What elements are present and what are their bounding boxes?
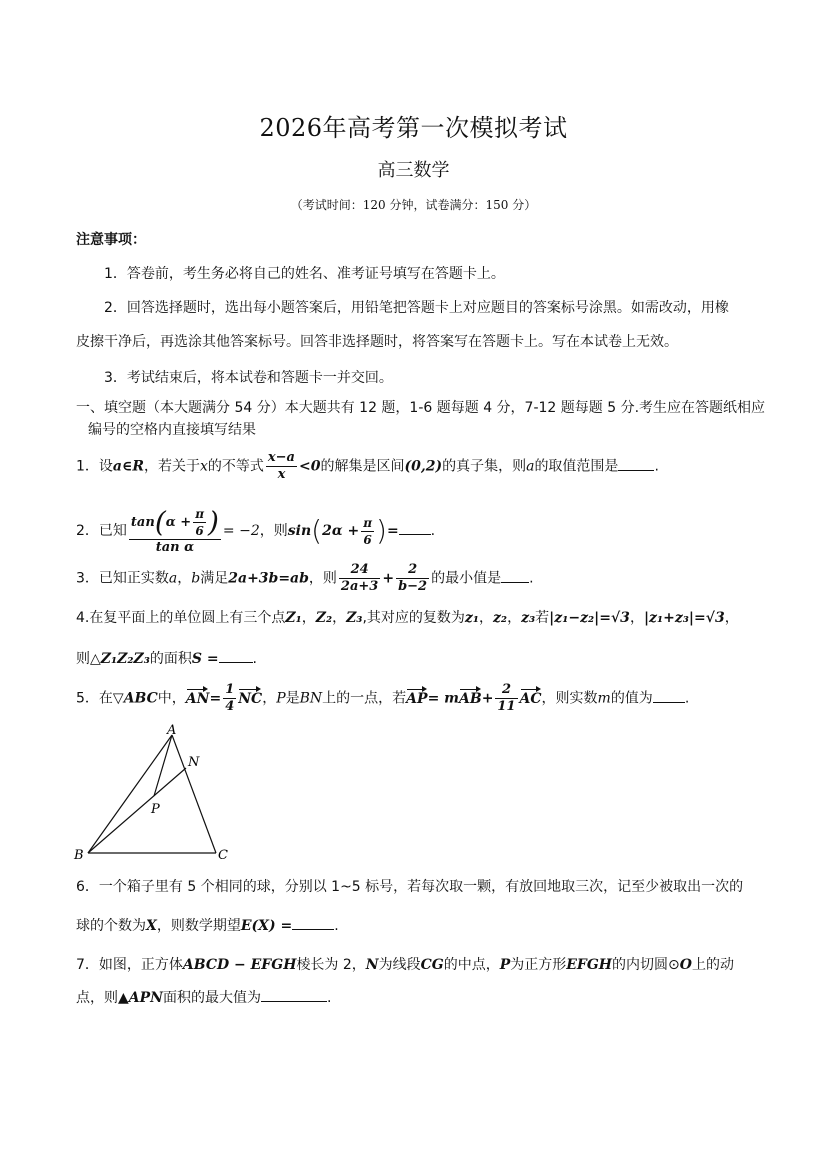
answer-blank[interactable] [219,648,253,663]
q3-text: 3．已知正实数 [76,570,169,587]
q5-fraction-2 [495,682,517,715]
q7-math: O [679,957,692,973]
q6-math: E(X) = [240,918,293,934]
q2-math: = −2 [222,523,260,539]
q4-math: △Z₁Z₂Z₃ [90,651,150,667]
q2-six: 6 [363,532,372,547]
circle-dot-icon: ⊙ [668,957,680,973]
q7-text: 点，则 [76,990,118,1006]
q2-fraction-den: tan α [155,540,195,555]
question-6-line-1: 6．一个箱子里有 5 个相同的球，分别以 1~5 标号，若每次取一颗，有放回地取三次，记至少被取出一次的 [76,879,744,895]
point-label-p: P [151,802,160,817]
side-ab [88,735,172,853]
q4-math: |z₁−z₂|=√3 [549,610,630,626]
q3-math: + [382,570,395,587]
q5-math: + [481,690,494,707]
question-6-line-2 [76,915,756,936]
q5-math: P [276,690,286,707]
q7-text: 的中点， [443,957,500,973]
q4-math: Z₃ [346,610,363,626]
q3-fraction-1 [339,562,380,595]
q2-math: = [386,523,399,539]
answer-blank[interactable] [653,688,685,703]
q2-math: 2α + [322,523,360,539]
q1-text: 的不等式 [207,458,264,475]
answer-blank[interactable] [501,568,529,583]
notice-item-3: 3．考试结束后，将本试卷和答题卡一并交回。 [104,370,393,386]
q2-text: ，则 [259,523,288,539]
q2-pi-frac [193,506,206,539]
q1-math: a∈R [112,458,144,475]
q4-text: 的面积 [149,651,192,667]
q3-den2: b−2 [398,579,428,594]
q3-text: . [529,570,534,587]
q2-paren: ( [311,514,323,547]
question-7-line-1 [76,955,756,975]
q5-math: BN [299,690,323,707]
q2-fraction [129,506,221,556]
q5-math: m [597,690,611,707]
q5-text: ，则实数 [541,690,598,707]
q7-math: CG [420,957,444,973]
q3-den1: 2a+3 [340,579,379,594]
q4-text: 若 [535,610,550,626]
q7-math: ▲APN [118,990,163,1006]
q7-text: 棱长为 2， [296,957,366,973]
q4-math: S = [191,651,219,667]
q2-text: . [430,523,436,539]
q5-den2: 11 [497,699,516,714]
q1-math: <0 [298,458,321,475]
q2-text: 2．已知 [76,523,127,539]
q2-math: α + [165,515,192,530]
q7-text: 7．如图，正方体 [76,957,183,973]
q3-text: ，则 [308,570,337,587]
vertex-label-b: B [74,848,84,863]
q4-text: . [252,651,257,667]
q6-math: X [146,918,157,934]
q1-fraction [266,450,297,483]
point-label-n: N [188,755,200,770]
q7-text: . [326,990,332,1006]
q4-math: z₃ [521,610,536,626]
question-5 [76,682,756,715]
q7-text: 上的动 [691,957,734,973]
q7-text: 为线段 [378,957,421,973]
q4-math: Z₂ [315,610,333,626]
q2-fraction-num [129,506,221,540]
q4-text: 4.在复平面上的单位圆上有三个点 [76,610,286,626]
question-7-line-2 [76,987,756,1008]
q2-math: sin [287,523,312,539]
side-ac [172,735,216,853]
notice-heading: 注意事项： [76,232,146,248]
q6-text: 球的个数为 [76,918,146,934]
q7-math: N [365,957,379,973]
question-1 [76,450,756,483]
q5-text: . [684,690,690,707]
q1-text: ，若关于 [144,458,200,475]
q4-math: z₂ [492,610,508,626]
q1-fraction-den: x [277,467,286,482]
segment-ap [154,735,172,796]
answer-blank[interactable] [399,520,431,535]
question-3 [76,562,756,595]
q2-pi: π [363,515,372,530]
q5-text: 5．在 [76,690,113,707]
q5-vector: AN [185,690,210,707]
q2-paren: ) [376,514,387,547]
q1-text: 的解集是区间 [320,458,405,475]
notice-item-1: 1．答卷前，考生务必将自己的姓名、准考证号填写在答题卡上。 [104,266,505,282]
q7-math: EFGH [566,957,613,973]
answer-blank[interactable] [618,456,654,471]
question-2 [76,506,756,556]
q7-math: ABCD − EFGH [182,957,297,973]
q5-text: 的值为 [610,690,653,707]
q6-text: . [334,918,339,934]
vertex-label-c: C [218,848,228,863]
question-4-line-1: 4.在复平面上的单位圆上有三个点Z₁，Z₂，Z₃,其对应的复数为z₁，z₂，z₃若|z₁−z₂|=√3，|z₁+z₃|=√3， [76,610,739,626]
q1-fraction-num: x−a [267,450,295,465]
section-1-header-line-1: 一、填空题（本大题满分 54 分）本大题共有 12 题，1-6 题每题 4 分，7-12 题每题 5 分.考生应在答题纸相应 [76,400,766,416]
exam-subtitle: 高三数学 [377,160,450,181]
q5-text: 上的一点，若 [322,690,407,707]
q3-fraction-2 [396,562,429,595]
q5-math: = m [427,690,459,707]
q4-math: Z₁ [285,610,302,626]
q2-pi: π [195,507,204,521]
q5-text: ， [262,690,277,707]
q4-text: ,其对应的复数为 [362,610,465,626]
segment-bn [88,768,186,853]
q1-text: 1．设 [76,458,113,475]
q3-text: 的最小值是 [431,570,502,587]
answer-blank[interactable] [292,915,334,930]
q1-math: (0,2) [404,458,443,475]
q5-fraction-1 [223,682,236,715]
q4-math: |z₁+z₃|=√3 [643,610,725,626]
section-1-header-line-2: 编号的空格内直接填写结果 [88,422,256,438]
q3-num1: 24 [339,562,380,579]
q4-math: z₁ [464,610,479,626]
q1-math: x [200,458,208,475]
q2-paren: ) [207,505,219,539]
q5-math: ▽ABC [112,690,158,707]
q2-pi-frac-2 [361,515,374,548]
answer-blank[interactable] [261,987,327,1002]
q1-text: . [654,458,659,475]
q5-vector: AP [406,690,428,707]
q3-text: ， [177,570,192,587]
notice-item-2-line-2: 皮擦干净后，再选涂其他答案标号。回答非选择题时，将答案写在答题卡上。写在本试卷上无效。 [76,334,678,350]
q7-text: 面积的最大值为 [162,990,261,1006]
q3-math: 2a+3b=ab [228,570,309,587]
q5-num2: 2 [495,682,517,699]
q3-math: b [191,570,201,587]
q1-math: a [526,458,535,475]
q5-text: 中， [157,690,186,707]
question-4-line-2 [76,648,756,669]
q5-den1: 4 [225,699,235,714]
q2-math: tan [130,515,155,530]
q7-math: P [499,957,511,973]
q1-text: 的真子集，则 [442,458,527,475]
notice-item-2-line-1: 2．回答选择题时，选出每小题答案后，用铅笔把答题卡上对应题目的答案标号涂黑。如需改动，用橡 [104,300,729,316]
exam-info: （考试时间：120 分钟，试卷满分：150 分） [290,198,537,212]
q3-text: 满足 [200,570,229,587]
q5-vector: AB [458,690,482,707]
q1-text: 的取值范围是 [534,458,619,475]
q5-text: 是 [285,690,300,707]
q5-num1: 1 [225,682,235,697]
q4-text: 则 [76,651,90,667]
vertex-label-a: A [167,723,177,738]
q6-text: ，则数学期望 [156,918,241,934]
triangle-figure [70,720,240,865]
q5-math: = [209,690,222,707]
q3-num2: 2 [396,562,429,579]
exam-title: 2026年高考第一次模拟考试 [259,114,568,142]
q2-paren: ( [154,505,166,539]
q7-text: 为正方形 [510,957,567,973]
q5-vector: AC [519,690,542,707]
q7-text: 的内切圆 [612,957,669,973]
q2-six: 6 [195,524,204,538]
q3-math: a [168,570,178,587]
q5-vector: NC [238,690,263,707]
